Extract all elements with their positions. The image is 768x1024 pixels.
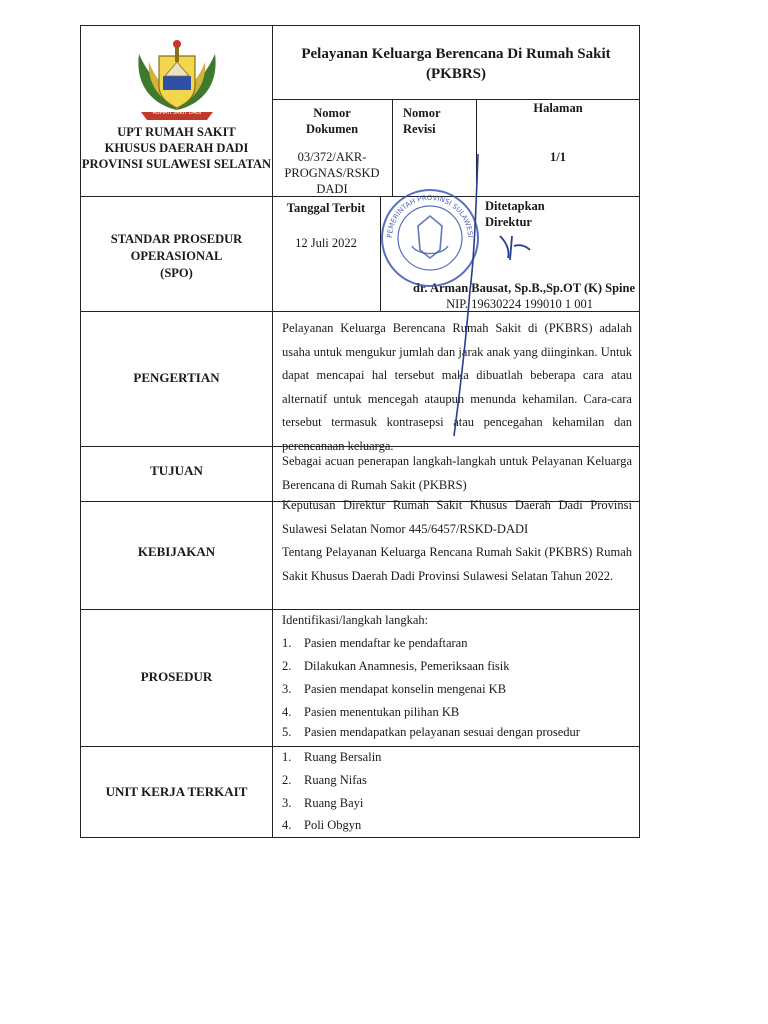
signatory-nip: NIP. 19630224 199010 1 001 (446, 297, 593, 311)
tanggal-terbit-label: Tanggal Terbit (286, 201, 366, 215)
divider (81, 609, 640, 610)
ditetapkan-line: Direktur (485, 215, 532, 229)
kebijakan-para: Tentang Pelayanan Keluarga Rencana Rumah Sakit (PKBRS) Rumah Sakit Khusus Daerah Dadi Provinsi Sulawesi Selatan Tahun 2022. (282, 545, 632, 583)
label-line: Dokumen (305, 122, 359, 136)
list-number: 1. (282, 750, 292, 764)
spo-label (81, 231, 272, 282)
stamp-text: PEMERINTAH PROVINSI SULAWESI (385, 193, 475, 239)
list-item (282, 682, 632, 704)
document-title (272, 44, 640, 84)
list-item (282, 705, 632, 727)
list-number: 3. (282, 682, 292, 696)
label-line: Nomor (313, 106, 351, 120)
halaman-label: Halaman (533, 101, 583, 115)
tanggal-terbit-value: 12 Juli 2022 (295, 236, 357, 250)
kebijakan-para: Keputusan Direktur Rumah Sakit Khusus Daerah Dadi Provinsi Sulawesi Selatan Nomor 445/6457/RSKD-DADI (282, 498, 632, 536)
tujuan-text: Sebagai acuan penerapan langkah-langkah untuk Pelayanan Keluarga Berencana di Rumah Sakit (PKBRS) (282, 454, 632, 492)
halaman-value: 1/1 (550, 150, 566, 164)
prosedur-intro: Identifikasi/langkah langkah: (282, 613, 429, 627)
institution-line: PROVINSI SULAWESI SELATAN (81, 157, 272, 171)
list-item (282, 636, 632, 658)
label-line: Revisi (403, 122, 436, 136)
kebijakan-text (282, 494, 632, 588)
list-text: Dilakukan Anamnesis, Pemeriksaan fisik (304, 659, 510, 673)
unit-kerja-content (282, 748, 632, 838)
list-item (282, 750, 632, 772)
label-line: Nomor (403, 106, 441, 120)
list-number: 2. (282, 773, 292, 787)
list-item (282, 659, 632, 681)
list-number: 4. (282, 818, 292, 832)
spo-label-line: STANDAR PROSEDUR (110, 232, 243, 246)
list-text: Ruang Bersalin (304, 750, 382, 764)
spo-label-line: (SPO) (160, 266, 193, 280)
value-line: 03/372/AKR- (297, 150, 367, 164)
document-title-line: Pelayanan Keluarga Berencana Di Rumah Sakit (301, 46, 611, 62)
list-item (282, 796, 632, 818)
list-item (282, 725, 632, 747)
divider (272, 26, 273, 838)
list-number: 5. (282, 725, 292, 739)
list-number: 2. (282, 659, 292, 673)
signature-scribble (440, 150, 560, 440)
list-text: Pasien mendaftar ke pendaftaran (304, 636, 468, 650)
list-item (282, 818, 632, 840)
prosedur-content (282, 611, 632, 746)
nomor-dokumen-label (272, 105, 392, 137)
list-text: Pasien mendapatkan pelayanan sesuai dengan prosedur (304, 725, 580, 739)
list-number: 4. (282, 705, 292, 719)
logo-ribbon-text: RUMAH SAKIT DADI (152, 110, 202, 116)
prosedur-label: PROSEDUR (140, 669, 213, 684)
signatory-name: dr. Arman Bausat, Sp.B.,Sp.OT (K) Spine (413, 281, 635, 295)
list-text: Ruang Nifas (304, 773, 367, 787)
institution-line: UPT RUMAH SAKIT (117, 125, 236, 139)
pengertian-text: Pelayanan Keluarga Berencana Rumah Sakit di (PKBRS) adalah usaha untuk mengukur jumlah dan jarak anak yang diinginkan. Untuk dapat mencapai hal tersebut maka dibuatlah beberapa cara atau alternatif untuk mencegah ataupun menunda kehamilan. Cara-cara tersebut termasuk kontrasepsi atau pencegahan kehamilan dan perencanaan keluarga. (282, 321, 632, 453)
document-title-line: (PKBRS) (426, 66, 486, 82)
value-line: DADI (316, 182, 348, 196)
list-text: Pasien menentukan pilihan KB (304, 705, 460, 719)
value-line: PROGNAS/RSKD (284, 166, 380, 180)
institution-line: KHUSUS DAERAH DADI (104, 141, 249, 155)
list-text: Pasien mendapat konselin mengenai KB (304, 682, 507, 696)
list-item (282, 773, 632, 795)
institution-name (81, 124, 272, 172)
list-number: 1. (282, 636, 292, 650)
pengertian-label: PENGERTIAN (133, 370, 220, 385)
divider (392, 99, 393, 196)
unit-kerja-label: UNIT KERJA TERKAIT (105, 784, 248, 799)
kebijakan-label: KEBIJAKAN (137, 544, 216, 559)
tujuan-label: TUJUAN (150, 463, 203, 478)
hospital-logo (121, 32, 233, 124)
list-number: 3. (282, 796, 292, 810)
ditetapkan-line: Ditetapkan (485, 199, 545, 213)
list-text: Ruang Bayi (304, 796, 364, 810)
list-text: Poli Obgyn (304, 818, 362, 832)
nomor-revisi-label (403, 105, 473, 137)
nomor-dokumen-value (272, 149, 392, 197)
spo-label-line: OPERASIONAL (130, 249, 223, 263)
